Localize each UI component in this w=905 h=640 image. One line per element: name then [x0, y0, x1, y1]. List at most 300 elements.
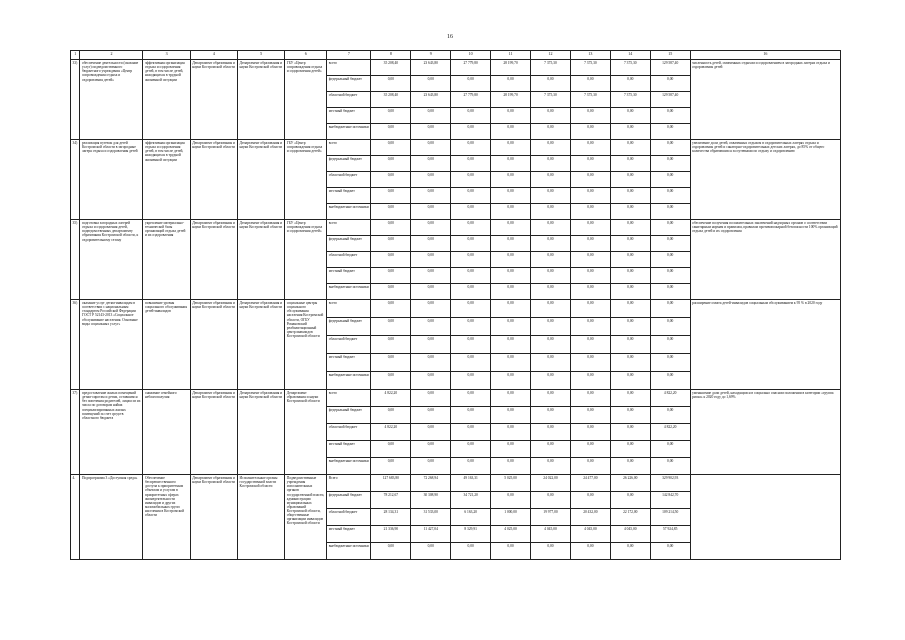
funding-source: внебюджетные источники: [327, 543, 371, 560]
funding-value: 0,00: [371, 441, 411, 458]
column-number: 10: [451, 51, 491, 60]
funding-value: 0,00: [610, 492, 650, 509]
funding-value: 0,00: [610, 441, 650, 458]
funding-value: 0,00: [650, 188, 690, 204]
funding-value: 0,00: [451, 76, 491, 92]
executor: ГБУ «Центр сопровождения отдыха и оздоровления детей»: [285, 60, 327, 140]
funding-value: 0,00: [451, 204, 491, 220]
column-number: 2: [80, 51, 143, 60]
row-number: 4.: [71, 475, 80, 560]
funding-value: 0,00: [610, 458, 650, 475]
funding-value: 0,00: [411, 156, 451, 172]
funding-source: областной бюджет: [327, 92, 371, 108]
funding-value: 0,00: [411, 124, 451, 140]
funding-value: 0,00: [610, 372, 650, 390]
funding-value: 0,00: [411, 108, 451, 124]
funding-value: 0,00: [570, 543, 610, 560]
funding-source: внебюджетные источники: [327, 372, 371, 390]
funding-value: 0,00: [411, 458, 451, 475]
funding-value: 0,00: [451, 252, 491, 268]
funding-value: 142 842,70: [650, 492, 690, 509]
co-executor: Департамент образования и науки Костромской области: [190, 60, 237, 140]
column-number: 11: [491, 51, 531, 60]
funding-value: 4 025,00: [491, 526, 531, 543]
funding-value: 0,00: [491, 318, 531, 336]
column-number: 4: [190, 51, 237, 60]
funding-value: 0,00: [371, 543, 411, 560]
funding-value: 0,00: [610, 108, 650, 124]
co-executor: Департамент образования и науки Костромской области: [190, 220, 237, 300]
funding-value: 0,00: [610, 300, 650, 318]
funding-source: федеральный бюджет: [327, 76, 371, 92]
funding-value: 0,00: [451, 407, 491, 424]
funding-value: 7 375,30: [610, 60, 650, 76]
funding-value: 0,00: [531, 318, 571, 336]
funding-value: 0,00: [610, 390, 650, 407]
funding-value: 0,00: [570, 268, 610, 284]
column-number: 6: [285, 51, 327, 60]
funding-value: 0,00: [491, 284, 531, 300]
funding-value: 27 779,80: [451, 92, 491, 108]
funding-value: 22 172,00: [610, 509, 650, 526]
column-number: 1: [71, 51, 80, 60]
funding-value: 0,00: [531, 336, 571, 354]
funding-value: 0,00: [491, 424, 531, 441]
column-number: 15: [650, 51, 690, 60]
funding-value: 0,00: [371, 204, 411, 220]
funding-value: 0,00: [610, 204, 650, 220]
funding-value: 0,00: [650, 458, 690, 475]
funding-source: федеральный бюджет: [327, 492, 371, 509]
funding-value: 0,00: [610, 124, 650, 140]
funding-value: 4 822,20: [371, 390, 411, 407]
funding-value: 0,00: [610, 407, 650, 424]
funding-value: 0,00: [371, 268, 411, 284]
funding-value: 5 025,00: [491, 475, 531, 492]
funding-value: 0,00: [531, 188, 571, 204]
expected-result: [690, 475, 840, 560]
funding-value: 0,00: [411, 424, 451, 441]
funding-value: 0,00: [411, 407, 451, 424]
funding-value: 21 336,90: [371, 526, 411, 543]
funding-value: 0,00: [650, 543, 690, 560]
column-number: 16: [690, 51, 840, 60]
funding-value: 24 477,00: [570, 475, 610, 492]
funding-value: 0,00: [531, 268, 571, 284]
row-number: 33): [71, 60, 80, 140]
coordinator: Исполнительные органы государственной власти Костромской области: [238, 475, 285, 560]
funding-value: 0,00: [371, 407, 411, 424]
funding-value: 0,00: [451, 140, 491, 156]
funding-value: 0,00: [411, 441, 451, 458]
column-number: 7: [327, 51, 371, 60]
funding-value: 0,00: [491, 76, 531, 92]
funding-value: 0,00: [451, 441, 491, 458]
column-number: 5: [238, 51, 285, 60]
funding-source: всего: [327, 390, 371, 407]
funding-value: 0,00: [411, 140, 451, 156]
funding-value: 0,00: [491, 268, 531, 284]
expected-result: увеличение доли детей, охваченных отдыхом в оздоровительных лагерях отдыха и оздоровления детей и санаторно-оздоровительных детских лагерях, до 85% от общего количества обратившихся за путевками по отдыху и оздоровлению: [690, 140, 840, 220]
funding-value: 0,00: [610, 284, 650, 300]
co-executor: Департамент образования и науки Костромской области: [190, 475, 237, 560]
funding-value: 0,00: [411, 268, 451, 284]
funding-value: 0,00: [531, 424, 571, 441]
co-executor: Департамент образования и науки Костромской области: [190, 390, 237, 475]
funding-value: 0,00: [650, 354, 690, 372]
funding-value: 4 822,20: [650, 424, 690, 441]
funding-value: 0,00: [371, 236, 411, 252]
funding-value: 0,00: [411, 354, 451, 372]
funding-value: 0,00: [531, 204, 571, 220]
funding-value: 0,00: [491, 140, 531, 156]
funding-source: местный бюджет: [327, 441, 371, 458]
column-number: 9: [411, 51, 451, 60]
funding-value: 0,00: [371, 188, 411, 204]
funding-value: 4 822,20: [650, 390, 690, 407]
funding-value: 4 045,00: [570, 526, 610, 543]
event-name: оказание услуг детям-инвалидам в соответствии с национальным стандартом Российской Федерации ГОСТ Р 52143-2013 «Социальное обслуживание населения. Основные виды социальных услуг»: [80, 300, 143, 390]
co-executor: Департамент образования и науки Костромской области: [190, 140, 237, 220]
funding-value: 0,00: [650, 300, 690, 318]
funding-value: 0,00: [650, 318, 690, 336]
funding-value: 0,00: [531, 354, 571, 372]
funding-value: 0,00: [451, 354, 491, 372]
funding-value: 0,00: [570, 172, 610, 188]
funding-value: 20 432,00: [570, 509, 610, 526]
funding-value: 0,00: [491, 108, 531, 124]
funding-value: 0,00: [531, 390, 571, 407]
funding-value: 0,00: [411, 543, 451, 560]
coordinator: Департамент образования и науки Костромской области: [238, 220, 285, 300]
funding-value: 28 134,31: [371, 509, 411, 526]
funding-source: Всего: [327, 475, 371, 492]
funding-value: 0,00: [451, 424, 491, 441]
program-table: [70, 50, 841, 560]
funding-source: внебюджетные источники: [327, 458, 371, 475]
funding-value: 0,00: [610, 220, 650, 236]
funding-value: 0,00: [570, 441, 610, 458]
executor: Подведомственные учреждения исполнительных органов государственной власти, администрации муниципальных образований Костромской области, общественные организации инвалидов Костромской области: [285, 475, 327, 560]
funding-value: 0,00: [570, 220, 610, 236]
co-executor: Департамент образования и науки Костромской области: [190, 300, 237, 390]
funding-source: областной бюджет: [327, 336, 371, 354]
funding-value: 0,00: [570, 252, 610, 268]
funding-value: 0,00: [531, 156, 571, 172]
funding-value: 7 375,30: [570, 60, 610, 76]
funding-value: 0,00: [650, 204, 690, 220]
funding-value: 19 977,00: [531, 509, 571, 526]
funding-value: 329 902,93: [650, 475, 690, 492]
funding-value: 0,00: [371, 318, 411, 336]
executor: ГБУ «Центр сопровождения отдыха и оздоровления детей»: [285, 140, 327, 220]
funding-value: 0,00: [570, 300, 610, 318]
funding-value: 0,00: [451, 300, 491, 318]
funding-value: 129 587,40: [650, 60, 690, 76]
funding-value: 0,00: [610, 140, 650, 156]
funding-value: 0,00: [491, 354, 531, 372]
funding-value: 0,00: [371, 220, 411, 236]
funding-value: 0,00: [570, 124, 610, 140]
row-number: 34): [71, 140, 80, 220]
funding-value: 7 375,30: [610, 92, 650, 108]
funding-value: 0,00: [371, 372, 411, 390]
funding-value: 0,00: [491, 441, 531, 458]
funding-value: 0,00: [570, 108, 610, 124]
indicator: эффективная организация отдыха и оздоровления детей, в том числе детей, находящихся в трудной жизненной ситуации: [143, 140, 190, 220]
event-name: обеспечение деятельности (оказание услуг) подведомственного бюджетного учреждения «Центр сопровождения отдыха и оздоровления детей»: [80, 60, 143, 140]
funding-value: 0,00: [531, 458, 571, 475]
funding-source: областной бюджет: [327, 252, 371, 268]
funding-value: 35 208,40: [371, 92, 411, 108]
funding-value: 0,00: [451, 172, 491, 188]
funding-source: местный бюджет: [327, 268, 371, 284]
column-number: 8: [371, 51, 411, 60]
funding-value: 0,00: [411, 172, 451, 188]
executor: ГБУ «Центр сопровождения отдыха и оздоровления детей»: [285, 220, 327, 300]
funding-value: 0,00: [491, 300, 531, 318]
funding-value: 72 268,94: [411, 475, 451, 492]
funding-value: 0,00: [491, 372, 531, 390]
expected-result: численность детей, охваченных отдыхом и оздоровлением в загородных лагерях отдыха и оздоровления детей: [690, 60, 840, 140]
funding-value: 0,00: [570, 318, 610, 336]
funding-value: 0,00: [451, 390, 491, 407]
funding-source: всего: [327, 60, 371, 76]
funding-value: 0,00: [451, 124, 491, 140]
funding-value: 0,00: [491, 124, 531, 140]
funding-value: 0,00: [371, 108, 411, 124]
column-number-row: [71, 51, 841, 60]
funding-value: 0,00: [650, 252, 690, 268]
funding-value: 7 375,30: [531, 60, 571, 76]
funding-value: 0,00: [451, 220, 491, 236]
funding-value: 30 308,90: [411, 492, 451, 509]
funding-source: внебюджетные источники: [327, 284, 371, 300]
funding-value: 0,00: [491, 458, 531, 475]
funding-value: 0,00: [570, 76, 610, 92]
funding-value: 0,00: [570, 140, 610, 156]
funding-value: 0,00: [650, 124, 690, 140]
funding-value: 0,00: [650, 108, 690, 124]
funding-value: 26 226,00: [610, 475, 650, 492]
funding-value: 0,00: [491, 172, 531, 188]
funding-value: 0,00: [491, 220, 531, 236]
funding-value: 0,00: [491, 390, 531, 407]
funding-value: 4 822,20: [371, 424, 411, 441]
funding-value: 28 199,70: [491, 60, 531, 76]
funding-value: 0,00: [570, 492, 610, 509]
funding-source: всего: [327, 300, 371, 318]
coordinator: Департамент образования и науки Костромской области: [238, 300, 285, 390]
funding-value: 0,00: [411, 204, 451, 220]
event-name: подготовка загородных лагерей отдыха и оздоровления детей, подведомственных департаменту образования Костромской области, к оздоровительному сезону: [80, 220, 143, 300]
funding-value: 0,00: [570, 390, 610, 407]
funding-value: 0,00: [491, 236, 531, 252]
funding-source: внебюджетные источники: [327, 124, 371, 140]
funding-value: 11 427,04: [411, 526, 451, 543]
page-number: 16: [447, 34, 453, 40]
indicator: Обеспечение беспрепятственного доступа к приоритетным объектам и услугам в приоритетных сферах жизнедеятельности инвалидов и других маломобильных групп населения в Костромской области: [143, 475, 190, 560]
funding-value: 0,00: [411, 76, 451, 92]
funding-value: 0,00: [531, 284, 571, 300]
funding-value: 0,00: [610, 336, 650, 354]
funding-value: 0,00: [570, 424, 610, 441]
funding-value: 0,00: [650, 441, 690, 458]
indicator: эффективная организация отдыха и оздоровления детей, в том числе детей, находящихся в трудной жизненной ситуации: [143, 60, 190, 140]
funding-value: 0,00: [610, 543, 650, 560]
funding-value: 0,00: [411, 252, 451, 268]
funding-source: областной бюджет: [327, 424, 371, 441]
funding-value: 0,00: [451, 372, 491, 390]
funding-value: 0,00: [451, 108, 491, 124]
funding-value: 0,00: [570, 204, 610, 220]
funding-source: областной бюджет: [327, 509, 371, 526]
funding-value: 0,00: [491, 407, 531, 424]
funding-value: 0,00: [451, 543, 491, 560]
funding-value: 0,00: [491, 156, 531, 172]
funding-value: 127 683,80: [371, 475, 411, 492]
funding-value: 0,00: [650, 372, 690, 390]
funding-value: 35 208,40: [371, 60, 411, 76]
funding-source: федеральный бюджет: [327, 407, 371, 424]
funding-value: 0,00: [570, 354, 610, 372]
funding-value: 0,00: [411, 372, 451, 390]
funding-value: 6 163,20: [451, 509, 491, 526]
funding-value: 0,00: [531, 492, 571, 509]
funding-source: федеральный бюджет: [327, 156, 371, 172]
funding-value: 24 022,00: [531, 475, 571, 492]
funding-value: 0,00: [650, 156, 690, 172]
funding-value: 0,00: [531, 140, 571, 156]
funding-value: 0,00: [610, 354, 650, 372]
funding-value: 0,00: [491, 252, 531, 268]
table-row: [71, 475, 841, 492]
funding-value: 0,00: [650, 336, 690, 354]
funding-value: 0,00: [451, 156, 491, 172]
funding-value: 7 375,30: [570, 92, 610, 108]
funding-source: местный бюджет: [327, 108, 371, 124]
funding-value: 0,00: [411, 220, 451, 236]
executor: Департамент образования и науки Костромской области: [285, 390, 327, 475]
funding-source: внебюджетные источники: [327, 204, 371, 220]
coordinator: Департамент образования и науки Костромской области: [238, 140, 285, 220]
funding-value: 0,00: [650, 268, 690, 284]
funding-value: 0,00: [371, 140, 411, 156]
funding-source: местный бюджет: [327, 188, 371, 204]
indicator: укрепление материально-технической базы организаций отдыха детей и их оздоровления: [143, 220, 190, 300]
funding-value: 0,00: [411, 318, 451, 336]
funding-value: 0,00: [371, 252, 411, 268]
funding-value: 0,00: [610, 188, 650, 204]
funding-value: 0,00: [531, 441, 571, 458]
funding-value: 0,00: [610, 424, 650, 441]
funding-value: 0,00: [451, 284, 491, 300]
funding-value: 0,00: [491, 336, 531, 354]
funding-value: 0,00: [531, 124, 571, 140]
expected-result: уменьшение доли детей, находящихся в социально опасном положении в категории «группа риска» к 2020 году до 1,69%: [690, 390, 840, 475]
table-row: [71, 140, 841, 156]
funding-value: 0,00: [531, 172, 571, 188]
column-number: 14: [610, 51, 650, 60]
funding-value: 27 779,80: [451, 60, 491, 76]
event-name: реализация путевок для детей Костромской области в загородные лагеря отдыха и оздоровления детей: [80, 140, 143, 220]
funding-source: всего: [327, 140, 371, 156]
funding-value: 0,00: [371, 354, 411, 372]
funding-value: 0,00: [451, 336, 491, 354]
funding-value: 0,00: [610, 172, 650, 188]
funding-value: 0,00: [610, 318, 650, 336]
funding-value: 0,00: [451, 188, 491, 204]
funding-value: 0,00: [650, 140, 690, 156]
funding-value: 0,00: [411, 188, 451, 204]
funding-value: 0,00: [570, 236, 610, 252]
table-row: [71, 390, 841, 407]
funding-value: 0,00: [531, 252, 571, 268]
coordinator: Департамент образования и науки Костромской области: [238, 60, 285, 140]
funding-value: 0,00: [411, 284, 451, 300]
funding-value: 0,00: [371, 156, 411, 172]
row-number: 37): [71, 390, 80, 475]
row-number: 36): [71, 300, 80, 390]
column-number: 13: [570, 51, 610, 60]
funding-source: областной бюджет: [327, 172, 371, 188]
funding-value: 78 212,67: [371, 492, 411, 509]
funding-value: 49 163,31: [451, 475, 491, 492]
funding-value: 4 045,00: [531, 526, 571, 543]
funding-value: 0,00: [371, 172, 411, 188]
funding-source: всего: [327, 220, 371, 236]
funding-value: 0,00: [531, 543, 571, 560]
funding-value: 0,00: [650, 236, 690, 252]
funding-value: 0,00: [570, 458, 610, 475]
table-row: [71, 300, 841, 318]
funding-value: 0,00: [570, 284, 610, 300]
funding-value: 28 199,70: [491, 92, 531, 108]
funding-value: 0,00: [531, 220, 571, 236]
funding-value: 0,00: [531, 76, 571, 92]
funding-value: 0,00: [531, 407, 571, 424]
table-row: [71, 60, 841, 76]
funding-value: 0,00: [610, 76, 650, 92]
funding-value: 0,00: [650, 220, 690, 236]
funding-source: местный бюджет: [327, 354, 371, 372]
funding-value: 0,00: [610, 252, 650, 268]
funding-value: 0,00: [411, 390, 451, 407]
funding-value: 0,00: [610, 268, 650, 284]
executor: социальные центры социального обслуживания населения Костромской области, ОГБУ Романовский реабилитационный центр инвалидов Костромской области: [285, 300, 327, 390]
funding-value: 0,00: [371, 284, 411, 300]
funding-value: 0,00: [451, 458, 491, 475]
funding-value: 0,00: [371, 76, 411, 92]
funding-value: 0,00: [610, 156, 650, 172]
funding-value: 0,00: [531, 236, 571, 252]
funding-value: 0,00: [371, 458, 411, 475]
column-number: 12: [531, 51, 571, 60]
indicator: повышение уровня социального обслуживания детей-инвалидов: [143, 300, 190, 390]
funding-value: 1 000,00: [491, 509, 531, 526]
funding-value: 8 329,91: [451, 526, 491, 543]
funding-value: 0,00: [371, 336, 411, 354]
event-name: Подпрограмма 3 «Доступная среда»: [80, 475, 143, 560]
column-number: 3: [143, 51, 190, 60]
event-name: предоставление жилых помещений детям-сиротам и детям, оставшимся без попечения родителей, лицам из их числа по договорам найма специализированных жилых помещений за счет средств областного бюджета: [80, 390, 143, 475]
funding-value: 0,00: [531, 372, 571, 390]
funding-value: 4 045,00: [610, 526, 650, 543]
funding-value: 129 587,40: [650, 92, 690, 108]
funding-value: 0,00: [451, 236, 491, 252]
funding-value: 0,00: [650, 172, 690, 188]
funding-value: 0,00: [570, 372, 610, 390]
